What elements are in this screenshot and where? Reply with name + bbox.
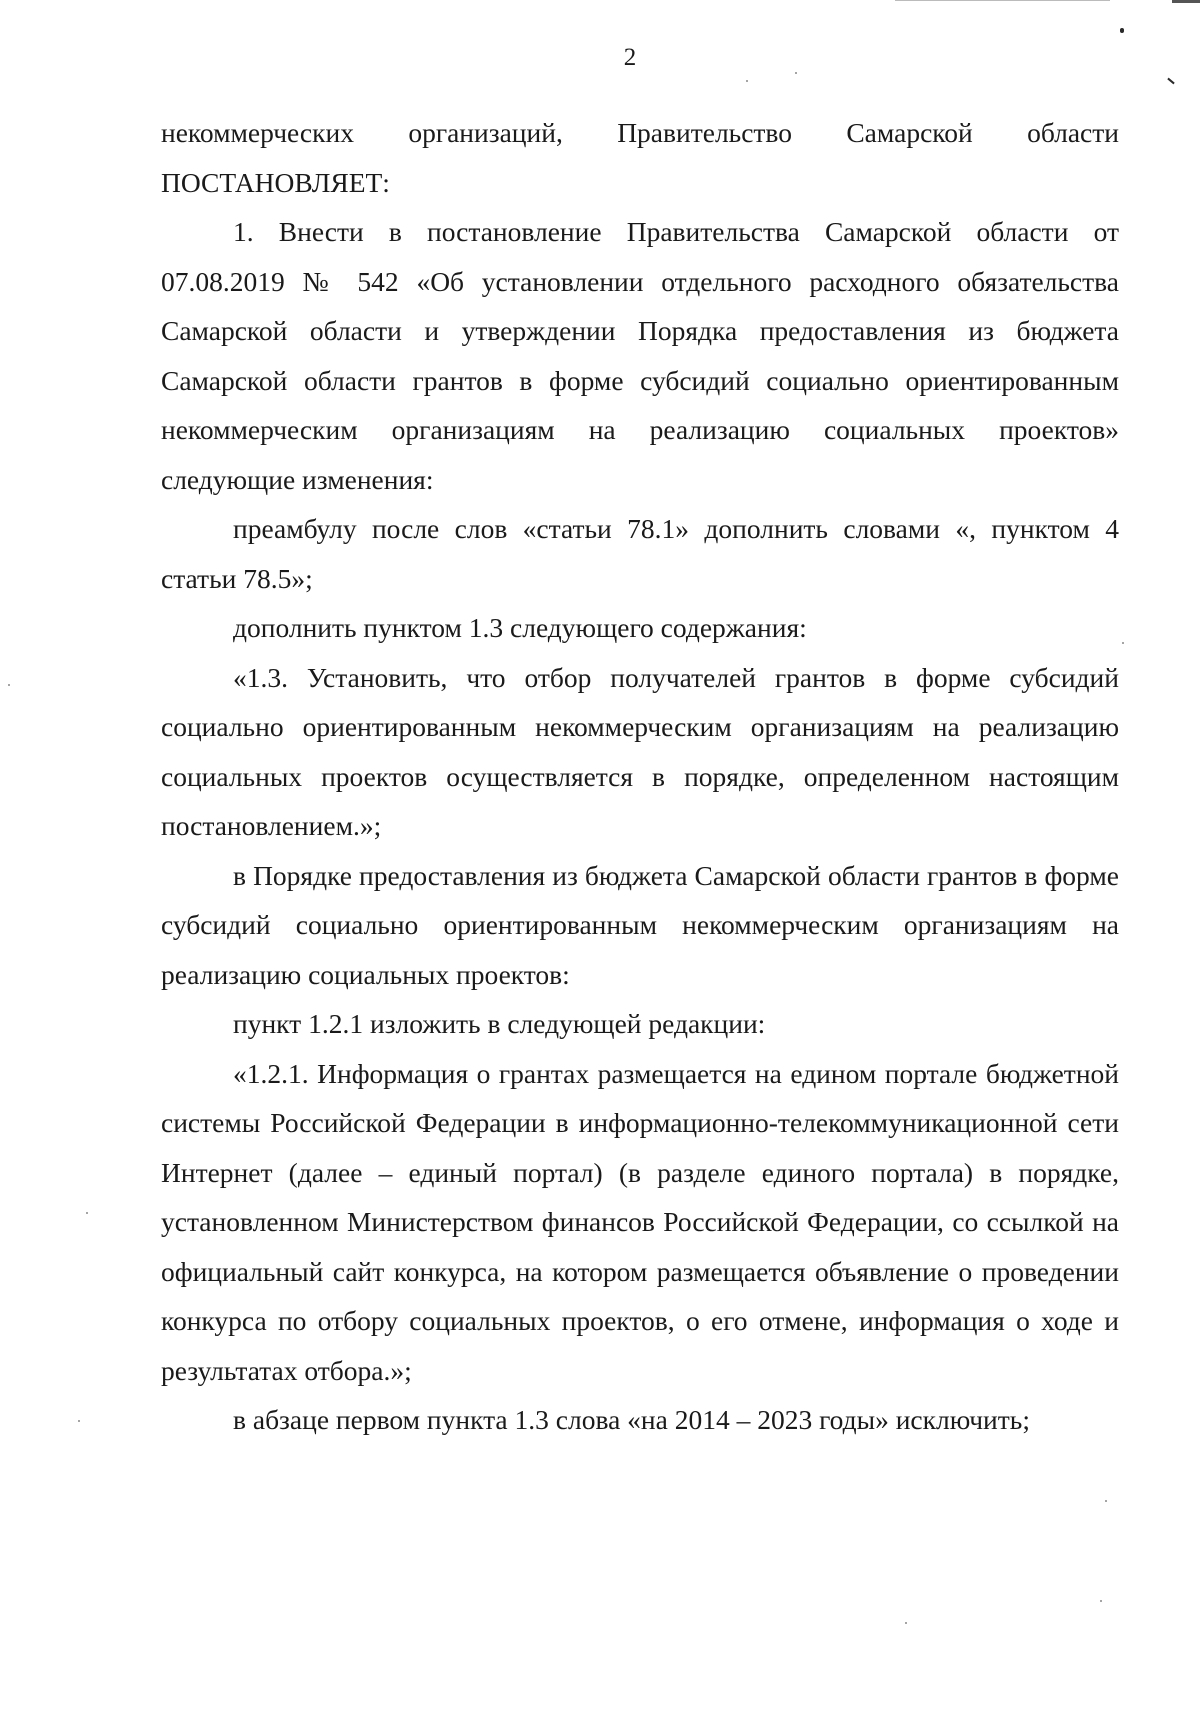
scan-speck	[905, 1622, 907, 1624]
paragraph: преамбулу после слов «статьи 78.1» дополнить словами «, пунктом 4 статьи 78.5»;	[161, 513, 1119, 594]
paragraph: дополнить пунктом 1.3 следующего содержания:	[233, 612, 807, 643]
scan-speck	[8, 684, 10, 686]
scan-speck	[1100, 1600, 1102, 1602]
paragraph: 1. Внести в постановление Правительства Самарской области от 07.08.2019 № 542 «Об установлении отдельного расходного обязательства Самарской области и утверждении Порядка предоставления из бюджета Самарской области грантов в форме субсидий социально ориентированным некоммерческим организациям на реализацию социальных проектов» следующие изменения:	[161, 216, 1119, 495]
page-number: 2	[623, 44, 637, 71]
scan-speck	[795, 72, 797, 74]
scan-speck	[86, 1212, 88, 1214]
paragraph: «1.2.1. Информация о грантах размещается на едином портале бюджетной системы Российской Федерации в информационно-телекоммуникационной сети Интернет (далее – единый портал) (в разделе единого портала) в порядке, установленном Министерством финансов Российской Федерации, со ссылкой на официальный сайт конкурса, на котором размещается объявление о проведении конкурса по отбору социальных проектов, о его отмене, информация о ходе и результатах отбора.»;	[161, 1057, 1119, 1386]
document-body	[161, 108, 1119, 1445]
scan-speck	[1122, 642, 1124, 644]
scan-speck	[1105, 1500, 1107, 1502]
paragraph: в Порядке предоставления из бюджета Самарской области грантов в форме субсидий социально ориентированным некоммерческим организациям на реализацию социальных проектов:	[161, 859, 1119, 990]
scan-dot	[1120, 28, 1124, 33]
scan-tick	[1167, 78, 1174, 85]
paragraph: в абзаце первом пункта 1.3 слова «на 2014 – 2023 годы» исключить;	[233, 1404, 1030, 1435]
scan-edge-line	[895, 0, 1110, 1]
paragraph: некоммерческих организаций, Правительство Самарской области ПОСТАНОВЛЯЕТ:	[161, 117, 1119, 198]
scan-speck	[78, 1420, 80, 1422]
scan-edge-mark	[1172, 0, 1200, 3]
paragraph: пункт 1.2.1 изложить в следующей редакции:	[233, 1008, 766, 1039]
scan-speck	[746, 80, 748, 82]
paragraph: «1.3. Установить, что отбор получателей грантов в форме субсидий социально ориентированным некоммерческим организациям на реализацию социальных проектов осуществляется в порядке, определенном настоящим постановлением.»;	[161, 661, 1119, 841]
